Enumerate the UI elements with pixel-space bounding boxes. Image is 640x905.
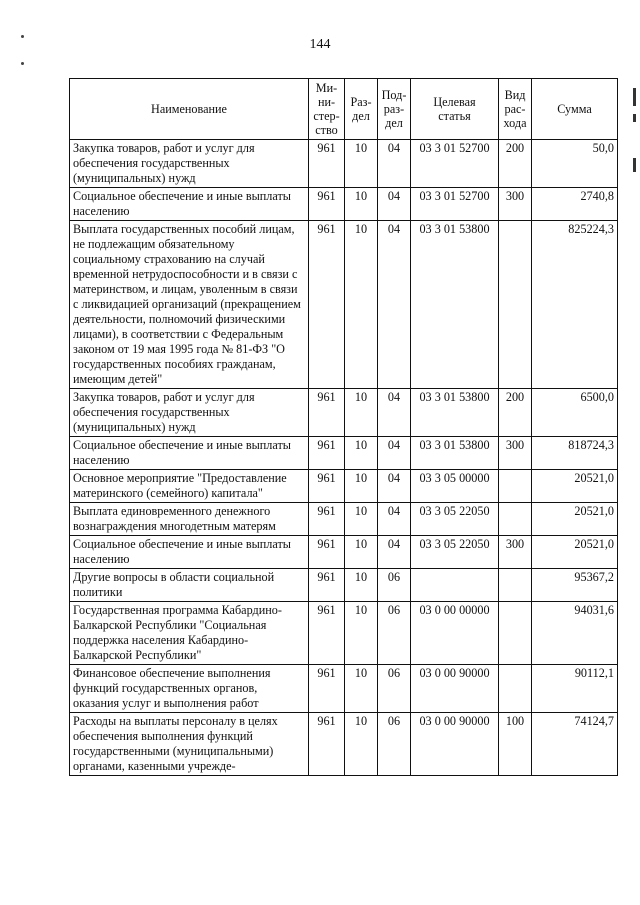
cell-name: Социальное обеспечение и иные выплаты населению — [70, 536, 309, 569]
table-row — [70, 221, 618, 389]
cell-amount: 20521,0 — [532, 470, 618, 503]
cell-subsection: 04 — [378, 140, 411, 188]
cell-ministry: 961 — [309, 437, 345, 470]
column-header-amount: Сумма — [532, 79, 618, 140]
cell-section: 10 — [345, 536, 378, 569]
table-row — [70, 140, 618, 188]
table-row — [70, 665, 618, 713]
cell-ministry: 961 — [309, 602, 345, 665]
cell-target: 03 3 05 22050 — [411, 503, 499, 536]
cell-section: 10 — [345, 140, 378, 188]
cell-section: 10 — [345, 470, 378, 503]
cell-name: Социальное обеспечение и иные выплаты населению — [70, 188, 309, 221]
cell-ministry: 961 — [309, 470, 345, 503]
cell-subsection: 04 — [378, 221, 411, 389]
table-row — [70, 389, 618, 437]
cell-name: Социальное обеспечение и иные выплаты населению — [70, 437, 309, 470]
cell-target: 03 0 00 90000 — [411, 665, 499, 713]
column-header-section: Раз- дел — [345, 79, 378, 140]
cell-expense-type: 200 — [499, 140, 532, 188]
cell-subsection: 04 — [378, 389, 411, 437]
budget-table — [69, 78, 618, 776]
table-row — [70, 470, 618, 503]
cell-name: Финансовое обеспечение выполнения функций государственных органов, оказания услуг и выполнения работ — [70, 665, 309, 713]
cell-name: Выплата единовременного денежного вознаграждения многодетным матерям — [70, 503, 309, 536]
column-header-ministry: Ми- ни- стер- ство — [309, 79, 345, 140]
cell-subsection: 06 — [378, 602, 411, 665]
cell-ministry: 961 — [309, 503, 345, 536]
cell-amount: 6500,0 — [532, 389, 618, 437]
cell-amount: 94031,6 — [532, 602, 618, 665]
cell-target — [411, 569, 499, 602]
cell-ministry: 961 — [309, 140, 345, 188]
cell-target: 03 3 01 53800 — [411, 221, 499, 389]
cell-ministry: 961 — [309, 221, 345, 389]
cell-name: Выплата государственных пособий лицам, не подлежащим обязательному социальному страхованию на случай временной нетрудоспособности и в связи с материнством, и лицам, уволенным в связи с ликвидацией организаций (прекращением деятельности, полномочий физическими лицами), в соответствии с Федеральным законом от 19 мая 1995 года № 81-ФЗ "О государственных пособиях гражданам, имеющим детей" — [70, 221, 309, 389]
column-header-expense-type: Вид рас- хода — [499, 79, 532, 140]
cell-target: 03 3 01 52700 — [411, 140, 499, 188]
cell-amount: 20521,0 — [532, 503, 618, 536]
cell-expense-type: 200 — [499, 389, 532, 437]
table-row — [70, 536, 618, 569]
cell-ministry: 961 — [309, 389, 345, 437]
cell-expense-type: 300 — [499, 536, 532, 569]
cell-subsection: 04 — [378, 503, 411, 536]
cell-subsection: 06 — [378, 713, 411, 776]
cell-name: Расходы на выплаты персоналу в целях обеспечения выполнения функций государственными (муниципальными) органами, казенными учрежде- — [70, 713, 309, 776]
cell-section: 10 — [345, 713, 378, 776]
scan-edge-mark — [633, 114, 636, 122]
scan-mark — [21, 62, 24, 65]
cell-subsection: 06 — [378, 569, 411, 602]
table-row — [70, 503, 618, 536]
cell-subsection: 04 — [378, 536, 411, 569]
cell-section: 10 — [345, 437, 378, 470]
cell-expense-type — [499, 503, 532, 536]
cell-name: Основное мероприятие "Предоставление материнского (семейного) капитала" — [70, 470, 309, 503]
cell-target: 03 3 01 53800 — [411, 437, 499, 470]
table-header-row — [70, 79, 618, 140]
scan-edge-mark — [633, 88, 636, 106]
table-row — [70, 713, 618, 776]
cell-expense-type: 300 — [499, 188, 532, 221]
cell-amount: 95367,2 — [532, 569, 618, 602]
cell-subsection: 04 — [378, 470, 411, 503]
cell-expense-type: 300 — [499, 437, 532, 470]
cell-ministry: 961 — [309, 188, 345, 221]
scan-edge-mark — [633, 158, 636, 172]
cell-expense-type — [499, 602, 532, 665]
cell-section: 10 — [345, 569, 378, 602]
cell-target: 03 3 01 53800 — [411, 389, 499, 437]
table-row — [70, 602, 618, 665]
cell-expense-type — [499, 569, 532, 602]
cell-name: Закупка товаров, работ и услуг для обеспечения государственных (муниципальных) нужд — [70, 389, 309, 437]
column-header-name: Наименование — [70, 79, 309, 140]
cell-section: 10 — [345, 221, 378, 389]
table-row — [70, 569, 618, 602]
cell-expense-type — [499, 221, 532, 389]
cell-subsection: 04 — [378, 437, 411, 470]
cell-amount: 2740,8 — [532, 188, 618, 221]
cell-amount: 90112,1 — [532, 665, 618, 713]
cell-section: 10 — [345, 665, 378, 713]
cell-amount: 20521,0 — [532, 536, 618, 569]
cell-name: Закупка товаров, работ и услуг для обеспечения государственных (муниципальных) нужд — [70, 140, 309, 188]
cell-section: 10 — [345, 389, 378, 437]
cell-ministry: 961 — [309, 713, 345, 776]
cell-target: 03 3 05 22050 — [411, 536, 499, 569]
cell-section: 10 — [345, 188, 378, 221]
cell-target: 03 3 01 52700 — [411, 188, 499, 221]
cell-target: 03 0 00 00000 — [411, 602, 499, 665]
cell-ministry: 961 — [309, 536, 345, 569]
cell-ministry: 961 — [309, 569, 345, 602]
table-row — [70, 437, 618, 470]
column-header-target: Целевая статья — [411, 79, 499, 140]
cell-target: 03 0 00 90000 — [411, 713, 499, 776]
cell-name: Государственная программа Кабардино-Балкарской Республики "Социальная поддержка населения Кабардино-Балкарской Республики" — [70, 602, 309, 665]
cell-expense-type — [499, 665, 532, 713]
cell-name: Другие вопросы в области социальной политики — [70, 569, 309, 602]
table-body — [70, 140, 618, 776]
cell-subsection: 04 — [378, 188, 411, 221]
cell-subsection: 06 — [378, 665, 411, 713]
table-row — [70, 188, 618, 221]
cell-amount: 74124,7 — [532, 713, 618, 776]
cell-amount: 818724,3 — [532, 437, 618, 470]
cell-expense-type — [499, 470, 532, 503]
cell-ministry: 961 — [309, 665, 345, 713]
cell-expense-type: 100 — [499, 713, 532, 776]
cell-section: 10 — [345, 503, 378, 536]
cell-amount: 825224,3 — [532, 221, 618, 389]
column-header-subsection: Под- раз- дел — [378, 79, 411, 140]
cell-target: 03 3 05 00000 — [411, 470, 499, 503]
cell-amount: 50,0 — [532, 140, 618, 188]
page-number: 144 — [309, 37, 331, 52]
cell-section: 10 — [345, 602, 378, 665]
